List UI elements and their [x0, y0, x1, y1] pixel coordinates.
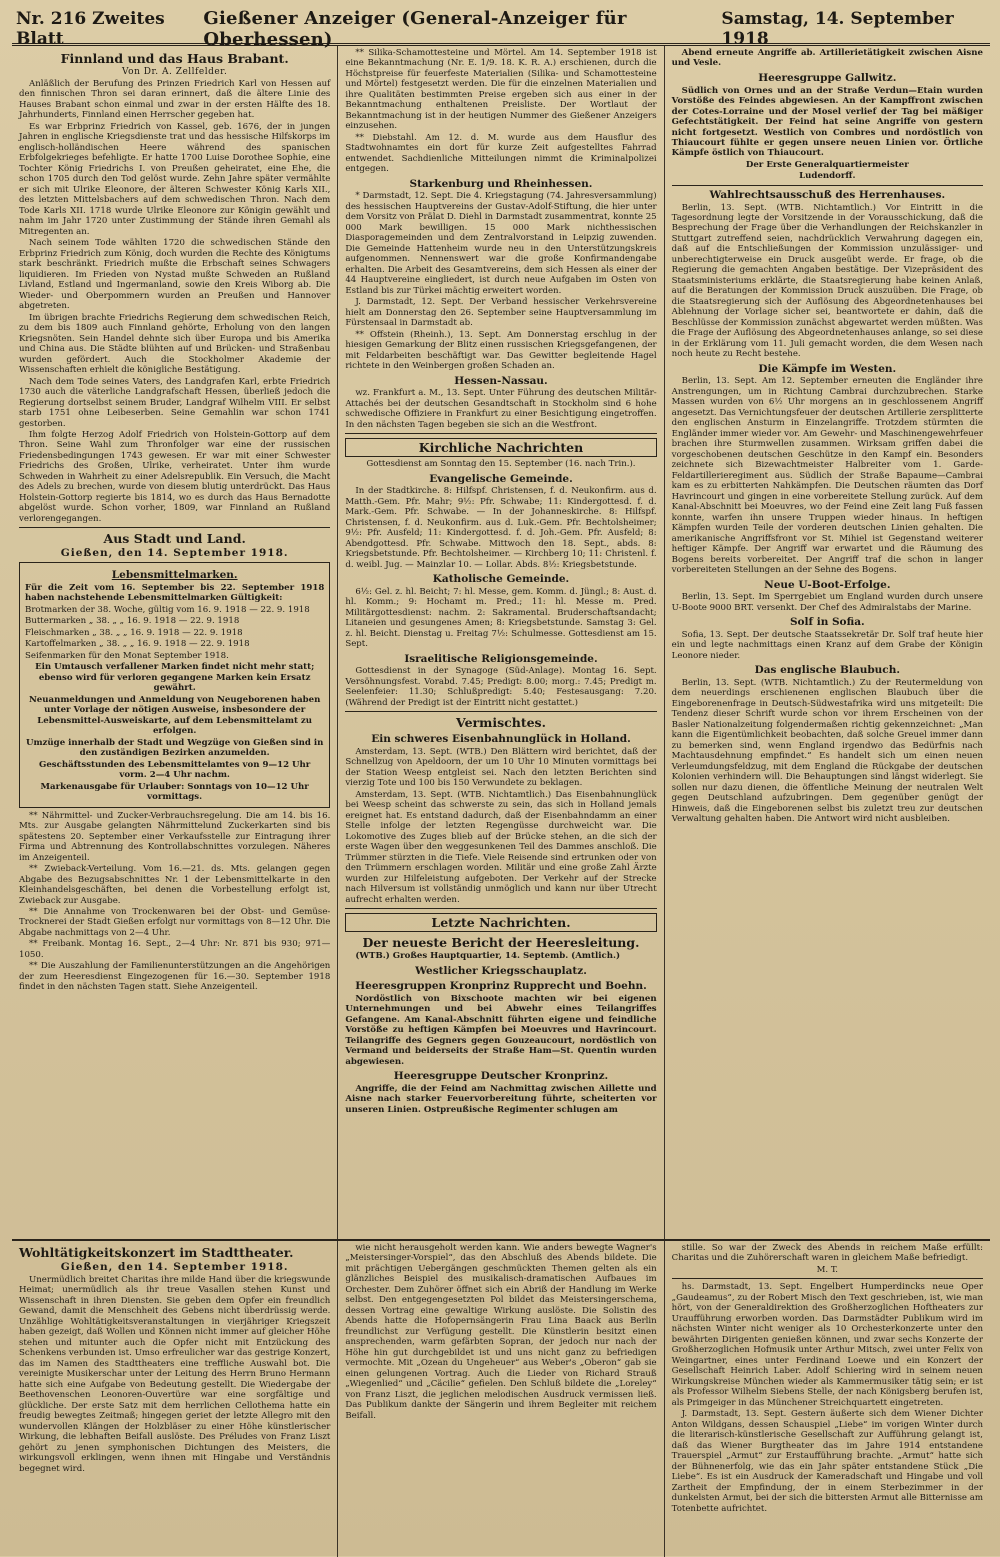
local-note: ** Nährmittel- und Zucker-Verbrauchsregelung. Die am 14. bis 16. Mts. zur Ausgabe gelangten Nährmittelund Zuckerkarten sind bis spätestens 20. September einer Verkaufsstelle zur Eintragung ihrer Firma und Abtrennung des Kontrollabschnittes vorzulegen. Näheres im Anzeigenteil. — [19, 810, 331, 863]
box-line: Geschäftsstunden des Lebensmittelamtes von 9—12 Uhr vorm. 2—4 Uhr nachm. — [39, 759, 311, 781]
signature: Ludendorff. — [799, 171, 856, 182]
paragraph: wie nicht herausgeholt werden kann. Wie anders bewegte Wagner's „Meistersinger-Vorspiel“, das den Abschluß des Abends bildete. Die mit prächtigen Uebergängen geschmückten Themen gelten als ein glänzliches Beispiel des musikalisch-dramatischen Aufbaues im Orchester. Dem Zuhörer öffnet sich ein Abriß der Handlung im Werke selbst. Den entgegengesetzten Pol bildet das Meistersingerschema, dessen Vortrag eine gewaltige Wirkung auslöste. Die Solistin des Abends hatte die Hofopernsängerin Frau Lina Baack aus Berlin freundlichst zur Verfügung gestellt. Die Künstlerin besitzt einen ansprechenden, warm gefärbten Sopran, der jedoch nur nach der Höhe hin gut durchgebildet ist und uns nicht ganz zu befriedigen vermochte. Mit „Ozean du Ungeheuer“ aus Weber's „Oberon“ gab sie einen gelungenen Vortrag. Auch die Lieder von Richard Strauß „Wiegenlied“ und „Cäcilie“ gefielen. Den Schluß bildete die „Loreley“ von Franz Liszt, die jeglichen melodischen Ausdruck vermissen ließ. Das Publikum dankte der Sängerin und ihrem Begleiter mit reichem Beifall. — [345, 1243, 657, 1421]
divider — [345, 711, 656, 712]
divider — [672, 185, 983, 186]
box-line: Fleischmarken „ 38. „ „ 16. 9. 1918 — 22. 9. 1918 — [25, 627, 243, 638]
section-title-starkenburg: Starkenburg und Rheinhessen. — [409, 177, 593, 190]
section-title-blaubuch: Das englische Blaubuch. — [754, 664, 900, 677]
paragraph: Sofia, 13. Sept. Der deutsche Staatssekretär Dr. Solf traf heute hier ein und legte nachmittags einen Kranz auf dem Grabe der Königin Leonore nieder. — [671, 629, 983, 661]
newspaper-title: Gießener Anzeiger (General-Anzeiger für Oberhessen) — [203, 8, 627, 50]
section-title-herrenhaus: Wahlrechtsausschuß des Herrenhauses. — [709, 188, 946, 201]
upper-columns — [12, 46, 990, 1239]
section-title-misc: Vermischtes. — [456, 715, 546, 731]
article-title-finnland: Finnland und das Haus Brabant. — [60, 51, 289, 66]
report-dateline: (WTB.) Großes Hauptquartier, 14. Septemb. (Amtlich.) — [355, 951, 621, 962]
paragraph: Unermüdlich breitet Charitas ihre milde Hand über die kriegswunde Heimat; unermüdlich als ihr treue Vasallen stehen Kunst und Wissenschaft in ihren Diensten. Sie geben dem Opfer ein freundlich Gewand, damit die Menschheit des Gebens nicht überdrüssig werde. Unzählige Wohltätigkeitsveranstaltungen in vierjähriger Kriegszeit haben gezeigt, daß Wollen und Können nicht immer auf gleicher Höhe stehen und mitunter auch die Opfer nicht mit Entzückung des Schenkens verbunden ist. Umso erfreulicher war das gestrige Konzert, das im Namen des Stadttheaters eine treffliche Auswahl bot. Die vereinigte Musikerschar unter der Leitung des Herrn Bruno Hermann hatte sich eine Aufgabe von Bedeutung gestellt. Die Wiedergabe der Beethovenschen Leonoren-Ouvertüre war eine sorgfältige und glückliche. Der erste Satz mit dem herrlichen Cellothema hatte ein freudig bewegtes Zeitmaß; hingegen geriet der letzte Allegro mit den wundervollen Klängen der Holzbläser zu einer Höhe künstlerischer Wirkung, die lebhaften Beifall auslöste. Des Préludes von Franz Liszt gehört zu jenen symphonischen Dichtungen des Meisters, die wirkungsvoll erklingen, wenn ihnen mit Hingabe und Verständnis begegnet wird. — [19, 1275, 331, 1474]
report-section: Heeresgruppen Kronprinz Rupprecht und Boehn. — [355, 980, 647, 993]
paragraph: Nach seinem Tode wählten 1720 die schwedischen Stände den Erbprinz Friedrich zum König, doch wurden die Rechte des Königtums stark beschränkt. Friedrich mußte die Erbschaft seines Schwagers liquidieren. Im Frieden von Nystad mußte Schweden an Rußland Livland, Estland und Ingermanland, sowie den Kreis Wiborg ab. Die Wieder- und Oberpommern wurden an Preußen und Hannover abgetreten. — [19, 238, 331, 312]
section-title-church: Kirchliche Nachrichten — [345, 438, 656, 457]
signature: M. T. — [816, 1264, 839, 1275]
article-byline: Von Dr. A. Zellfelder. — [121, 67, 228, 77]
divider — [345, 433, 656, 434]
paragraph: Abend erneute Angriffe ab. Artillerietätigkeit zwischen Aisne und Vesle. — [671, 48, 983, 69]
paragraph: wz. Frankfurt a. M., 13. Sept. Unter Führung des deutschen Militär-Attachés bei der deutschen Gesandtschaft in Stockholm sind 6 hohe schwedische Offiziere in Frankfurt zu einer Besichtigung eingetroffen. In den nächsten Tagen begeben sie sich an die Westfront. — [345, 388, 657, 430]
paragraph: Amsterdam, 13. Sept. (WTB. Nichtamtlich.) Das Eisenbahnunglück bei Weesp scheint das schwerste zu sein, das sich in Holland jemals ereignet hat. Es entstand dadurch, daß der Eisenbahndamm an einer Stelle infolge der letzten Regengüsse durchweicht war. Die Lokomotive des Zuges blieb auf der Brücke stehen, an die sich der erste Wagen über den weggesunkenen Teil des Dammes anschloß. Die Trümmer stürzten in die Tiefe. Viele Reisende sind ertrunken oder von den Trümmern erschlagen worden. Militär und eine große Zahl Ärzte wurden zur Hilfeleistung aufgeboten. Der Verkehr auf der Strecke nach Hilversum ist vollständig unmöglich und kann nur über Utrecht aufrecht erhalten werden. — [345, 789, 657, 905]
local-note: ** Diebstahl. Am 12. d. M. wurde aus dem Hausflur des Stadtwohnamtes ein dort für kurze Zeit aufgestelltes Fahrrad entwendet. Sachdienliche Mitteilungen nimmt die Kriminalpolizei entgegen. — [345, 132, 657, 175]
paragraph: Berlin, 13. Sept. (WTB. Nichtamtlich.) Zu der Reutermeldung von dem neuerdings erschienenen englischen Blaubuch über die Eingeborenenfrage in Deutsch-Südwestafrika wird uns mitgeteilt: Die Tendenz dieser Schrift wurde schon vor ihrem Erscheinen von der Basler Nationalzeitung folgendermaßen richtig gekennzeichnet: „Man kann die Eigentümlichkeit beobachten, daß solche Greuel immer dann zu bemerken sind, wenn England irgendwo das Bedürfnis nach Machtausdehnung empfindet.“ Es handelt sich um einen neuen Verleumdungsfeldzug, mit dem England die Rückgabe der deutschen Kolonien verhindern will. Die Behauptungen sind längst widerlegt. Sie sollen nur dazu dienen, die öffentliche Meinung der neutralen Welt gegen Deutschland aufzubringen. Dem gegenüber genügt der Hinweis, daß die Eingeborenen selbst bis zuletzt treu zur deutschen Verwaltung gehalten haben. Die Antwort wird nicht ausbleiben. — [671, 677, 983, 825]
church-sub-katholisch: Katholische Gemeinde. — [432, 573, 570, 586]
box-line: Umzüge innerhalb der Stadt und Wegzüge von Gießen sind in den zuständigen Bezirken anzumelden. — [25, 737, 324, 759]
paragraph: stille. So war der Zweck des Abends in reichem Maße erfüllt: Charitas und die Zuhörerschaft waren in gleichem Maße befriedigt. — [671, 1243, 983, 1264]
concert-title: Wohltätigkeitskonzert im Stadttheater. — [19, 1245, 294, 1260]
box-line: Buttermarken „ 38. „ „ 16. 9. 1918 — 22. 9. 1918 — [25, 616, 240, 627]
section-title-latest: Letzte Nachrichten. — [345, 913, 656, 932]
issue-number: Nr. 216 Zweites Blatt — [16, 9, 165, 49]
box-line: Ein Umtausch verfallener Marken findet nicht mehr statt; ebenso wird für verloren gegangene Marken kein Ersatz gewährt. — [35, 662, 315, 694]
bottom-column-3 — [665, 1241, 990, 1557]
paragraph: Berlin, 13. Sept. Im Sperrgebiet um England wurden durch unsere U-Boote 9000 BRT. versenkt. Der Chef des Admiralstabs der Marine. — [671, 592, 983, 613]
divider — [672, 1278, 983, 1279]
paragraph: hs. Darmstadt, 13. Sept. Engelbert Humperdincks neue Oper „Gaudeamus“, zu der Robert Misch den Text geschrieben, ist, wie man hört, von der Generaldirektion des Großherzoglichen Hoftheaters zur Uraufführung erworben worden. Das Darmstädter Publikum wird im nächsten Winter nicht weniger als 10 Orchesterkonzerte unter den bewährten Dirigenten genießen können, und zwar sechs Konzerte der Großherzoglichen Hofmusik unter Arthur Mitsch, zwei unter Felix von Weingartner, eines unter Ferdinand Loewe und ein Konzert der Gesellschaft Heinrich Laber. Adolf Schiering wird in seinem neuen Wirkungskreise München wieder als Kammermusiker tätig sein; er ist als Professor Wilhelm Siebens Stelle, der nach Königsberg berufen ist, als Primgeiger in das Münchener Streichquartett eingetreten. — [671, 1282, 983, 1408]
dateline: Gießen, den 14. September 1918. — [60, 547, 289, 560]
feuilleton-section — [12, 1239, 990, 1557]
paragraph: Berlin, 13. Sept. (WTB. Nichtamtlich.) Vor Eintritt in die Tagesordnung legte der Vorsitzende in der Vorausschickung, daß die Besprechung der Frage über die Verhandlungen der Reichskanzler in Stuttgart zutreffend seien, nachdrücklich Verwahrung dagegen ein, daß auf die Entschließungen der Kommission unzulässiger- und unberechtigterweise ein Druck ausgeübt werde. Er frage, ob die Regierung die gemachten Angaben bestätige. Der Vizepräsident des Staatsministeriums erklärte, die Staatsregierung habe keinen Anlaß, auf die Beratungen der Kommission Druck auszuüben. Die Frage, ob die Staatsregierung sich der Auflösung des Abgeordnetenhauses bei Ablehnung der Vorlage sicher sei, beantwortete er dahin, daß die Beschlüsse der Kommission zunächst abgewartet werden müßten. Was die Frage der Auflösung des Abgeordnetenhauses anlange, so sei diese in der Erklärung vom 11. Juli gemacht worden, die dem Wesen nach noch heute zu Recht bestehe. — [671, 202, 983, 360]
report-section: Westlicher Kriegsschauplatz. — [415, 964, 587, 977]
column-1 — [12, 46, 338, 1239]
local-note: ** Silika-Schamottesteine und Mörtel. Am 14. September 1918 ist eine Bekanntmachung (Nr. E. 1/9. 18. K. R. A.) erschienen, durch die Höchstpreise für feuerfeste Materialien (Silika- und Schamottesteine und Mörtel) festgesetzt werden. Die für die einzelnen Materialien und ihre Qualitäten bestimmten Preise ergeben sich aus einer in der Bekanntmachung enthaltenen Preisliste. Der Wortlaut der Bekanntmachung ist in der heutigen Nummer des Gießener Anzeigers einzusehen. — [345, 48, 657, 132]
paragraph: In der Stadtkirche. 8: Hilfspf. Christensen, f. d. Neukonfirm. aus d. Matth.-Gem. Pfr. Mahr; 9½: Pfr. Schwabe; 11: Kindergottesd. f. d. Mark.-Gem. Pfr. Schwabe. — In der Johanneskirche. 8: Hilfspf. Christensen, f. d. Neukonfirm. aus d. Luk.-Gem. Pfr. Bechtolsheimer; 9½: Pfr. Ausfeld; 11: Kindergottesd. f. d. Joh.-Gem. Pfr. Ausfeld; 8: Abendgottesd. Pfr. Schwabe. Mittwoch den 18. Sept., abds. 8: Kriegsbetstunde. Pfr. Bechtolsheimer. — Kirchberg 10; 11: Christenl. f. d. weibl. Jug. — Mainzlar 10. — Lollar. Abds. 8½: Kriegsbetstunde. — [345, 486, 657, 570]
divider — [345, 908, 656, 909]
ration-notice-box — [19, 562, 330, 807]
local-note: ** Zwieback-Verteilung. Vom 16.—21. ds. Mts. gelangen gegen Abgabe des Bezugsabschnittes Nr. 1 der Lebensmittelkarte in den Kleinhandelsgeschäften, bei denen die Vorbestellung erfolgt ist, Zwieback zur Ausgabe. — [19, 864, 331, 906]
church-intro: Gottesdienst am Sonntag den 15. September (16. nach Trin.). — [366, 459, 636, 470]
paragraph: J. Darmstadt, 13. Sept. Gestern äußerte sich dem Wiener Dichter Anton Wildgans, dessen Schauspiel „Liebe“ im vorigen Winter durch die literarisch-künstlerische Gesellschaft zur Aufführung gelangt ist, daß das Wiener Burgtheater das im Jahre 1914 entstandene Trauerspiel „Armut“ zur Erstaufführung brachte. „Armut“ hatte sich der Bühnenerfolg, wie das ein Jahr später entstandene Stück „Die Liebe“. Es ist ein Ausdruck der Kameradschaft und Hingabe und voll Zartheit der Empfindung, der in einem Sterbezimmer in der dunkelsten Armut, bei der sich die bittersten Armut alle Bitternisse am Totenbette aufrichtet. — [671, 1409, 983, 1514]
divider — [19, 527, 330, 528]
paragraph: Im übrigen brachte Friedrichs Regierung dem schwedischen Reich, zu dem bis 1809 auch Finnland gehörte, Erholung von den langen Kriegsnöten. Sein Handel dehnte sich über Europa und bis Amerika und China aus. Die Städte blühten auf und Brücken- und Straßenbau wurden gefördert. Auch die Stockholmer Akademie der Wissenschaften erhielt die königliche Bestätigung. — [19, 312, 331, 376]
section-title-uboot: Neue U-Boot-Erfolge. — [764, 578, 891, 591]
paragraph: Es war Erbprinz Friedrich von Kassel, geb. 1676, der in jungen Jahren in englische Kriegsdienste trat und das hessische Hilfskorps im englisch-holländischen Heere während des spanischen Erbfolgekrieges befehligte. Er hatte 1700 Luise Dorothee Sophie, eine Tochter König Friedrichs I. von Preußen geheiratet, eine Ehe, die schon 1705 durch den Tod gelöst wurde. Zehn Jahre später vermählte er sich mit Ulrike Eleonore, der älteren Schwester König Karls XII., des letzten Mittelsbachers auf dem schwedischen Thron. Nach dem Tode Karls XII. 1718 wurde Ulrike Eleonore zur Königin gewählt und nahm im Jahr 1720 unter Zustimmung der Stände ihren Gemahl als Mitregenten an. — [19, 121, 331, 237]
paragraph: 6½: Gel. z. hl. Beicht; 7: hl. Messe, gem. Komm. d. Jüngl.; 8: Aust. d. hl. Komm.; 9: Hochamt m. Pred.; 11: hl. Messe m. Pred. Militärgottesdienst: nachm. 2: Sakramental. Bruderschaftsandacht; Litaneien und gesungenes Amen; 8: Kriegsbetstunde. Samstag 3: Gel. z. hl. Beicht. Dienstag u. Freitag 7½: Schulmesse. Gottesdienst am 15. Sept. — [345, 586, 657, 650]
paragraph: Angriffe, die der Feind am Nachmittag zwischen Aillette und Aisne nach starker Feuervorbereitung führte, scheiterten vor unseren Linien. Ostpreußische Regimenter schlugen am — [345, 1083, 657, 1115]
section-title-local: Aus Stadt und Land. — [103, 531, 246, 547]
paragraph: J. Darmstadt, 12. Sept. Der Verband hessischer Verkehrsvereine hielt am Donnerstag den 26. September seine Hauptversammlung im Fürstensaal in Darmstadt ab. — [345, 297, 657, 329]
bottom-column-1 — [12, 1241, 338, 1557]
report-section: Heeresgruppe Deutscher Kronprinz. — [393, 1070, 609, 1083]
box-title: Lebensmittelmarken. — [111, 569, 238, 582]
local-note: ** Freibank. Montag 16. Sept., 2—4 Uhr: Nr. 871 bis 930; 971—1050. — [19, 939, 331, 960]
box-line: Seifenmarken für den Monat September 1918. — [25, 650, 229, 661]
paragraph: Amsterdam, 13. Sept. (WTB.) Den Blättern wird berichtet, daß der Schnellzug von Apeldoorn, der um 10 Uhr 10 Minuten vormittags bei der Station Weesp entgleist sei. Nach den letzten Berichten sind vierzig Tote und 100 bis 150 Verwundete zu beklagen. — [345, 746, 657, 789]
dateline: Gießen, den 14. September 1918. — [60, 1261, 289, 1273]
section-title-solf: Solf in Sofia. — [789, 616, 865, 629]
report-title: Der neueste Bericht der Heeresleitung. — [362, 935, 640, 951]
paragraph: Gottesdienst in der Synagoge (Süd-Anlage). Montag 16. Sept. Versöhnungsfest. Vorabd. 7.45; Predigt: 8.00; morg.: 7.45; Predigt m. Seelenfeier: 11.30; Schlußpredigt: 5.40; Festesausgang: 7.20. (Während der Predigt ist der Eintritt nicht gestattet.) — [345, 666, 657, 708]
box-line: Brotmarken der 38. Woche, gültig vom 16. 9. 1918 — 22. 9. 1918 — [25, 604, 310, 615]
paragraph: Berlin, 13. Sept. Am 12. September erneuten die Engländer ihre Anstrengungen, um in Richtung Cambrai durchzubrechen. Starke Massen wurden von 6½ Uhr morgens an in geschlossenem Angriff angesetzt. Das Vernichtungsfeuer der deutschen Artillerie zersplitterte den englischen Ansturm in Einzelangriffe. Trotzdem stürmten die Engländer immer wieder vor. Am Gewehr- und Maschinengewehrfeuer brachen ihre Sturmwellen zusammen. Wirksam griffen dabei die vorgeschobenen deutschen Geschütze in den Kampf ein. Besonders zeichnete sich Bizewachtmeister Halbreiter vom 1. Garde-Feldartillerieregiment aus. Südlich der Straße Bapaume—Cambrai kam es zu erbitterten Nahkämpfen. Die Deutschen räumten das Dorf Havrincourt und gingen in eine vorbereitete Stellung zurück. Auf dem Kanal-Abschnitt bei Moeuvres, wo der Feind eine Zeit lang Fuß fassen konnte, warfen ihn unsere Truppen wieder hinaus. In heftigen Kämpfen wurden Teile der vorderen deutschen Linien gehalten. Die amerikanische Angriffsfront vor St. Mihiel ist Gegenstand weiterer heftiger Kämpfe. Der Angriff war erwartet und die Räumung des Bogens bereits vorbereitet. Der Angriff traf die schon in langer vorbereiteten Stellungen an der Sehne des Bogens. — [671, 376, 983, 576]
paragraph: Südlich von Ornes und an der Straße Verdun—Etain wurden Vorstöße des Feindes abgewiesen. An der Kampffront zwischen der Cotes-Lorraine und der Mosel verlief der Tag bei mäßiger Gefechtstätigkeit. Der Feind hat seine Angriffe von gestern nicht fortgesetzt. Westlich von Combres und nordöstlich von Thiaucourt fühlte er gegen unsere neuen Linien vor. Örtliche Kämpfe östlich von Thiaucourt. — [671, 85, 983, 159]
paragraph: Nordöstlich von Bixschoote machten wir bei eigenen Unternehmungen und bei Abwehr eines Teilangriffes Gefangene. Am Kanal-Abschnitt führten eigene und feindliche Vorstöße zu heftigen Kämpfen bei Moeuvres und Havrincourt. Teilangriffe des Gegners gegen Gouzeaucourt, nordöstlich von Vermand und beiderseits der Straße Ham—St. Quentin wurden abgewiesen. — [345, 993, 657, 1067]
paragraph: Ihm folgte Herzog Adolf Friedrich von Holstein-Gottorp auf dem Thron. Seine Wahl zum Thronfolger war eine der russischen Friedensbedingungen 1743 gewesen. Er war mit einer Schwester Friedrichs des Großen, Ulrike, verheiratet. Unter ihm wurde Schweden in Wahrheit zu einer Adelsrepublik. Ein Versuch, die Macht des Adels zu brechen, wurde von diesem blutig unterdrückt. Das Haus Holstein-Gottorp regierte bis 1814, wo es durch das Haus Bernadotte abgelöst wurde. Schon vorher, 1809, war Finnland an Rußland verlorengegangen. — [19, 429, 331, 524]
church-sub-israelitisch: Israelitische Religionsgemeinde. — [404, 652, 598, 665]
local-note: ** Die Auszahlung der Familienunterstützungen an die Angehörigen der zum Heeresdienst Eingezogenen für 16.—30. September 1918 findet in den nächsten Tagen statt. Siehe Anzeigenteil. — [19, 961, 331, 993]
column-2 — [338, 46, 664, 1239]
paragraph: Anläßlich der Berufung des Prinzen Friedrich Karl von Hessen auf den finnischen Thron sei daran erinnert, daß die ältere Linie des Hauses Brabant schon einmal und zwar in der ersten Hälfte des 18. Jahrhunderts, Finnland einen Herrscher gegeben hat. — [19, 79, 331, 121]
church-sub-evangelisch: Evangelische Gemeinde. — [429, 472, 573, 485]
paragraph: Nach dem Tode seines Vaters, des Landgrafen Karl, erbte Friedrich 1730 auch die väterliche Landgrafschaft Hessen, überließ jedoch die Regierung dortselbst seinem Bruder, Landgraf Wilhelm VIII. Er selbst starb 1751 ohne Leibeserben. Seine Gemahlin war schon 1741 gestorben. — [19, 376, 331, 429]
report-section: Heeresgruppe Gallwitz. — [758, 71, 897, 84]
box-line: Neuanmeldungen und Anmeldung von Neugeborenen haben unter Vorlage der nötigen Ausweise, insbesondere der Lebensmittel-Ausweiskarte, auf dem Lebensmittelamt zu erfolgen. — [28, 694, 321, 737]
section-title-west: Die Kämpfe im Westen. — [758, 362, 897, 375]
misc-subtitle: Ein schweres Eisenbahnunglück in Holland. — [371, 733, 631, 746]
paragraph: ** Offstein (Rheinh.), 13. Sept. Am Donnerstag erschlug in der hiesigen Gemarkung der Blitz einen russischen Kriegsgefangenen, der mit Feldarbeiten beschäftigt war. Das Gewitter begleitende Hagel richtete in den Weinbergen großen Schaden an. — [345, 329, 657, 372]
local-note: ** Die Annahme von Trockenwaren bei der Obst- und Gemüse-Trocknerei der Stadt Gießen erfolgt nur vormittags von 8—12 Uhr. Die Abgabe nachmittags von 2—4 Uhr. — [19, 906, 331, 938]
box-line: Für die Zeit vom 16. September bis 22. September 1918 haben nachstehende Lebensmittelmarken Gültigkeit: — [25, 582, 325, 604]
bottom-column-2 — [338, 1241, 664, 1557]
section-title-hessen-nassau: Hessen-Nassau. — [454, 374, 548, 387]
box-line: Kartoffelmarken „ 38. „ „ 16. 9. 1918 — 22. 9. 1918 — [25, 639, 250, 650]
box-line: Markenausgabe für Urlauber: Sonntags von 10—12 Uhr vormittags. — [40, 781, 309, 803]
masthead — [12, 6, 990, 50]
paragraph: * Darmstadt, 12. Sept. Die 4. Kriegstagung (74. Jahresversammlung) des hessischen Hauptvereins der Gustav-Adolf-Stiftung, die hier unter dem Vorsitz von Prälat D. Diehl in Darmstadt zusammentrat, konnte 25 000 Mark bewilligen. 15 000 Mark nichthessischen Diasporagemeinden und dem Zentralvorstand in Leipzig zuwenden. Die Gemeinde Hattenheim wurde neu in den Unterstützungskreis aufgenommen. Nennenswert war die große Konfirmandengabe erhalten. Die Arbeit des Gesamtvereins, dem sich Hessen als einer der 44 Hauptvereine eingliedert, ist durch neue Aufgaben im Osten von Estland bis zur Türkei mächtig erweitert worden. — [345, 191, 657, 296]
signature: Der Erste Generalquartiermeister — [745, 159, 909, 170]
issue-date: Samstag, 14. September 1918 — [721, 9, 954, 49]
column-3 — [665, 46, 990, 1239]
